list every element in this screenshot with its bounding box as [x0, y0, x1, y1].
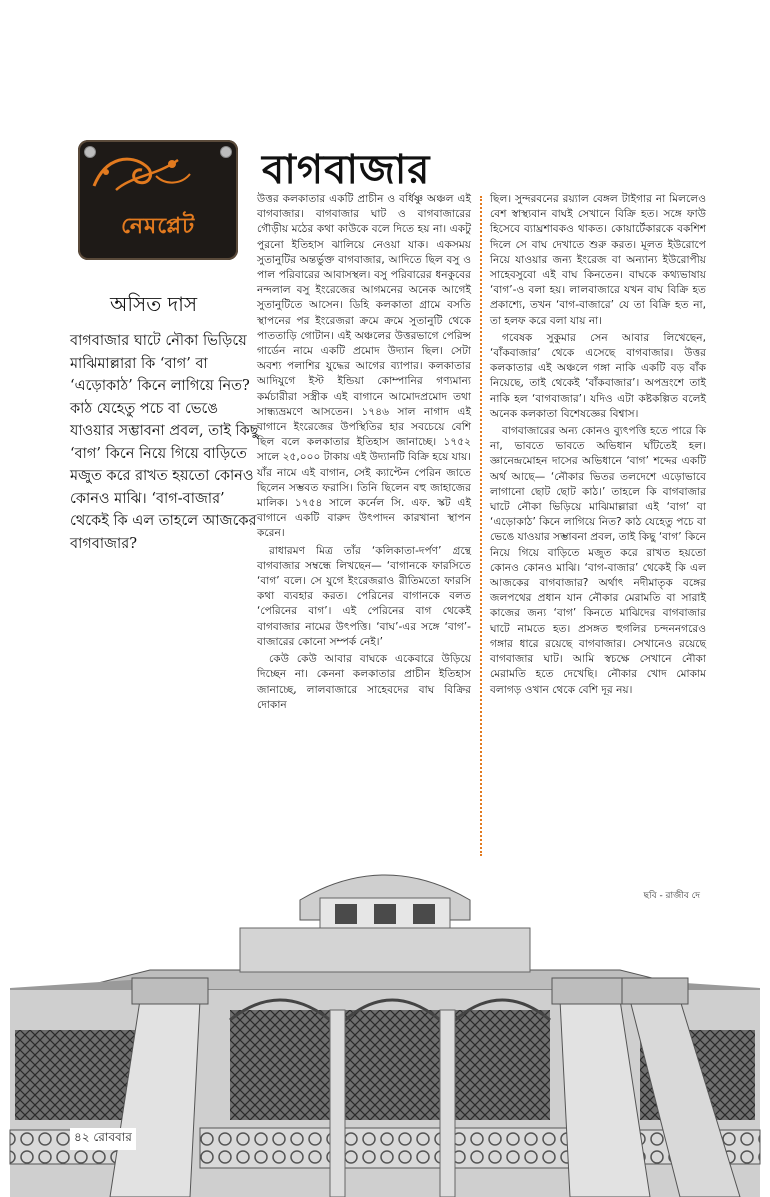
paragraph: ছিল। সুন্দরবনের রয়্যাল বেঙ্গল টাইগার না মিললেও বেশ স্বাস্থ্যবান বাঘই সেখানে বিক্রি হত। সঙ্গে ফাউ হিসেবে ব্যাঘ্রশাবকও থাকত। কোয়ার্টেকারকে বকশিশ দিলে সে বাঘ দেখাতে শুরু করত। মূলত ইউরোপে নিয়ে যাওয়ার জন্য ইংরেজ বা অন্যান্য ইউরোপীয় সাহেবসুবো এই বাঘ কিনতেন। বাঘকে কথ্যভাষায় ‘বাগ’-ও বলা হয়। লালবাজারে যখন বাঘ বিক্রি হত প্রকাশ্যে, তখন ‘বাগ-বাজারে’ যে তা বিক্রি হত না, তা হলফ করে বলা যায় না। [490, 193, 706, 327]
section-badge [78, 140, 238, 260]
paragraph: উত্তর কলকাতার একটি প্রাচীন ও বর্ধিষ্ণু অঞ্চল এই বাগবাজার। বাগবাজার ঘাট ও বাগবাজারের গৌড়ীয় মঠের কথা কাউকে বলে দিতে হয় না। একটু পুরনো ইতিহাস ঝালিয়ে নেওয়া যাক। একসময় সুতানুটির অন্তর্ভুক্ত বাগবাজার, আদিতে ছিল বসু ও পাল পরিবারের আবাসস্থল। বসু পরিবারের ধনকুবের নন্দলাল বসু ইংরেজের আগমনের অনেক আগেই সুতানুটিতে আসেন। ডিহি কলকাতা গ্রামে বসতি স্থাপনের পর ইংরেজরা ক্রমে ক্রমে সুতানুটি থেকে পাততাড়ি গোটান। এই অঞ্চলের উত্তরভাগে পেরিন্স গার্ডেন নামে একটি প্রমোদ উদ্যান ছিল। সেটা অবশ্য পলাশির যুদ্ধের আগের ব্যাপার। কলকাতার আদিযুগে ইস্ট ইন্ডিয়া কোম্পানির গণ্যমান্য কর্মচারীরা সস্ত্রীক এই বাগানে আমোদপ্রমোদ তথা সান্ধ্যভ্রমণে আসতেন। ১৭৪৬ সাল নাগাদ এই বাগানে ইংরেজের উপস্থিতির হার সবচেয়ে বেশি ছিল বলে কলকাতার ইতিহাস জানাচ্ছে। ১৭৫২ সালে ২৫,০০০ টাকায় এই উদ্যানটি বিক্রি হয়ে যায়। যাঁর নামে এই বাগান, সেই ক্যাপ্টেন পেরিন জাতে ছিলেন সম্ভবত ফরাসি। তিনি ছিলেন বহু জাহাজের মালিক। ১৭৫৪ সালে কর্নেল সি. এফ. স্কট এই বাগানে একটি বারুদ উৎপাদন কারখানা স্থাপন করেন। [257, 193, 471, 540]
column-divider [480, 196, 482, 856]
paragraph: বাগবাজারের অন্য কোনও ব্যুৎপত্তি হতে পারে কি না, ভাবতে ভাবতে অভিধান ঘাঁটতেই হল। জ্ঞানেন্দ্রমোহন দাসের অভিধানে ‘বাগ’ শব্দের একটি অর্থ আছে— ‘নৌকার ভিতর তলদেশে এড়োভাবে লাগানো ছোট ছোট কাঠ।’ তাহলে কি বাগবাজার ঘাটে নৌকা ভিড়িয়ে মাঝিমাল্লারা এই ‘বাগ’ বা ‘এড়োকাঠ’ কিনে লাগিয়ে নিত? কাঠ যেহেতু পচে বা ভেঙে যাওয়ার সম্ভাবনা প্রবল, তাই কিছু ‘বাগ’ কিনে নিয়ে গিয়ে বাড়িতে মজুত করে রাখত হয়তো কোনও কোনও মাঝি। ‘বাগ-বাজার’ থেকেই কি এল আজকের বাগবাজার? অর্থাৎ নদীমাতৃক বঙ্গের জলপথের প্রধান যান নৌকার মেরামতি বা সারাই কাজের জন্য ‘বাগ’ কিনতে মাঝিদের বাগবাজার ঘাটে নামতে হত। প্রসঙ্গত হুগলির চন্দননগরেও গঙ্গার ধারে রয়েছে বাগবাজার। সেখানেও রয়েছে বাগবাজার ঘাট। আমি স্বচক্ষে সেখানে নৌকা মেরামতি হতে দেখেছি। নৌকার খোদ মোকাম বলাগড় ওখান থেকে বেশি দূর নয়। [490, 425, 706, 696]
page-number: ৪২ রোববার [70, 1128, 136, 1150]
paragraph: কেউ কেউ আবার বাঘকে একেবারে উড়িয়ে দিচ্ছেন না। কেননা কলকাতার প্রাচীন ইতিহাস জানাচ্ছে, লালবাজারে সাহেবদের বাঘ বিক্রির দোকান [257, 653, 471, 711]
author-byline: অসিত দাস [110, 292, 198, 316]
section-label: নেমপ্লেট [120, 214, 196, 239]
paragraph: রাধারমণ মিত্র তাঁর ‘কলিকাতা-দর্পণ’ গ্রন্থে বাগবাজার সম্বন্ধে লিখছেন— ‘বাগানকে ফারসিতে ‘বাগ’ বলে। সে যুগে ইংরেজরাও রীতিমতো ফারসি কথা ব্যবহার করত। পেরিনের বাগানকে বলত ‘পেরিনের বাগ’। এই পেরিনের বাগ থেকেই বাগবাজার নামের উৎপত্তি। ‘বাঘ’-এর সঙ্গে ‘বাগ’-বাজারের কোনো সম্পর্ক নেই।’ [257, 544, 471, 648]
pin-icon [220, 146, 232, 158]
pull-quote: বাগবাজার ঘাটে নৌকা ভিড়িয়ে মাঝিমাল্লারা কি ‘বাগ’ বা ‘এড়োকাঠ’ কিনে লাগিয়ে নিত? কাঠ যেহেতু পচে বা ভেঙে যাওয়ার সম্ভাবনা প্রবল, তাই কিছু ‘বাগ’ কিনে নিয়ে গিয়ে বাড়িতে মজুত করে রাখত হয়তো কোনও কোনও মাঝি। ‘বাগ-বাজার’ থেকেই কি এল তাহলে আজকের বাগবাজার? [70, 333, 259, 552]
photo-credit: ছবি - রাজীব দে [643, 891, 700, 901]
article-title: বাগবাজার [262, 146, 431, 193]
article-column-1 [257, 192, 471, 715]
floral-ornament-icon [86, 146, 196, 202]
paragraph: গবেষক সুকুমার সেন আবার লিখেছেন, ‘বাঁকবাজার’ থেকে এসেছে বাগবাজার। উত্তর কলকাতার এই অঞ্চলে গঙ্গা নাকি একটি বড় বাঁক নিয়েছে, তাই থেকেই ‘বাঁকবাজার’। অপভ্রংশে তাই নাকি হল ‘বাগবাজার’। যদিও এটা কষ্টকল্পিত বলেই অনেক কলকাতা বিশেষজ্ঞের বিশ্বাস। [490, 331, 706, 420]
article-column-2 [490, 192, 706, 700]
